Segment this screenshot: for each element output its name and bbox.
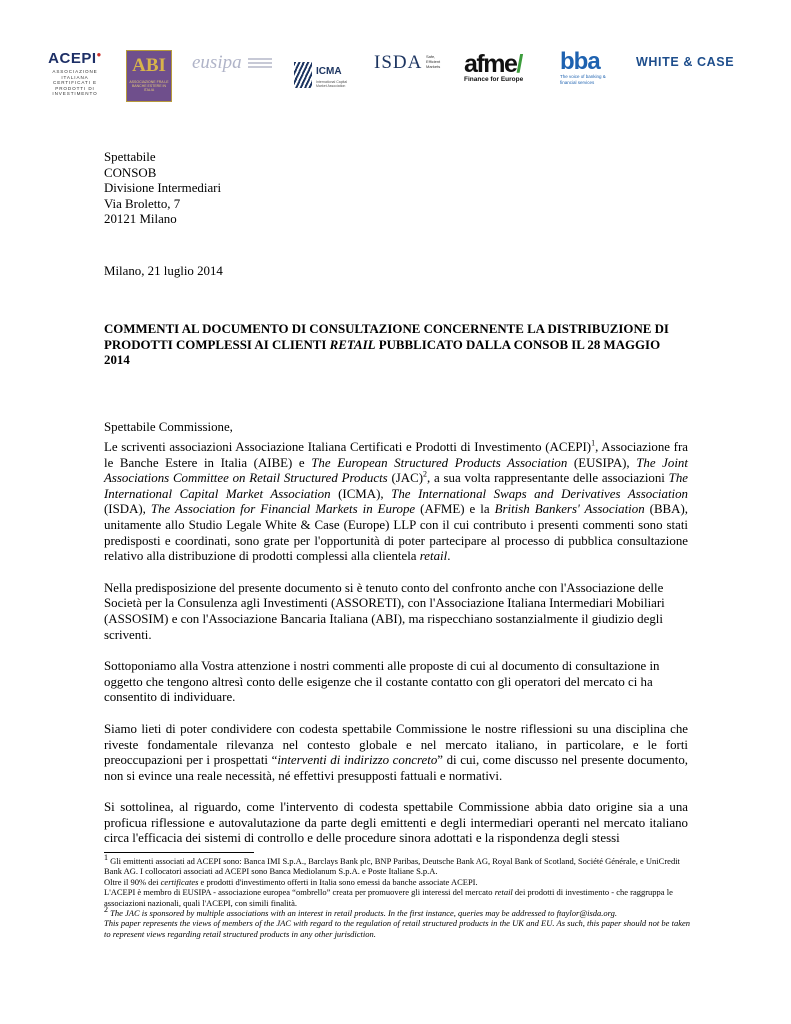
letter-date: Milano, 21 luglio 2014 — [104, 264, 223, 278]
isda-logo-name: ISDA — [374, 52, 423, 73]
footnotes — [104, 853, 690, 939]
footnote-2-cont: This paper represents the views of members of the JAC with regard to the regulation of retail structured products in the UK and EU. As such, this paper should not be taken to represent views regarding retail structured products in any other jurisdiction. — [104, 918, 690, 939]
bba-logo — [560, 50, 620, 85]
paragraph-5: Si sottolinea, al riguardo, come l'intervento di codesta spettabile Commissione abbia dato origine sia a una proficua riflessione e autovalutazione da parte degli emittenti e degli intermediari operanti nel mercato italiano circa l'efficacia dei sistemi di controllo e delle procedure sinora adottati e la rispondenza degli stessi — [104, 800, 688, 846]
icma-logo-sub: International Capital Market Association — [316, 80, 348, 88]
afme-logo-name: afme — [464, 50, 517, 78]
bba-logo-sub: The voice of banking & financial services — [560, 74, 606, 85]
isda-logo-sub: Safe, Efficient Markets — [426, 54, 441, 69]
acepi-logo-line: PRODOTTI DI — [55, 85, 95, 91]
acepi-logo-name: ACEPI — [48, 50, 97, 67]
bba-logo-name: bba — [560, 48, 600, 75]
footnote-2: $^2$ The JAC is sponsored by multiple associations with an interest in retail products. In the first instance, queries may be addressed to ftaylor@isda.org. — [104, 905, 618, 919]
abi-logo-sub: ASSOCIAZIONE FRA LE BANCHE ESTERE IN ITALIA — [129, 80, 169, 93]
logo-strip — [44, 44, 774, 114]
acepi-logo-line: INVESTIMENTO — [52, 91, 98, 97]
footnote-1-cont: L'ACEPI è membro di EUSIPA - associazione europea “ombrello” creata per promuovere gli interessi del mercato retail dei prodotti di investimento - che raggruppa le associazioni nazionali, quali l'ACEPI, con simili finalità. — [104, 887, 673, 908]
paragraph-4: Siamo lieti di poter condividere con codesta spettabile Commissione le nostre riflessioni su una disciplina che riveste fondamentale rilevanza nel contesto globale e nel mercato italiano, in particolare, e le forti preoccupazioni per i prospettati “interventi di indirizzo concreto” di cui, come discusso nel presente documento, non si evince una reale necessità, né effettivi presupposti fattuali e normativi. — [104, 721, 689, 783]
paragraph-1: Le scriventi associazioni Associazione Italiana Certificati e Prodotti di Investimento (ACEPI)$^1$, Associazione fra le Banche Estere in Italia (AIBE) e The European Structured Products Association (EUSIPA), The Joint Associations Committee on Retail Structured Products (JAC)$^2$, a sua volta rappresentante delle associazioni The International Capital Market Association (ICMA), The International Swaps and Derivatives Association (ISDA), The Association for Financial Markets in Europe (AFME) e la British Bankers' Association (BBA), unitamente allo Studio Legale White & Case (Europe) LLP con il cui contributo i presenti commenti sono stati predisposti e coordinati, sono grate per l'opportunità di poter partecipare al processo di pubblica consultazione relativo alla distribuzione di prodotti complessi alla clientela retail. — [104, 438, 689, 564]
subject-text: PUBBLICATO DALLA CONSOB IL 28 MAGGIO 2014 — [104, 337, 661, 368]
letter-body — [104, 440, 688, 863]
acepi-logo-line: ITALIANA — [61, 74, 89, 80]
footnote-ref: 2 — [423, 469, 427, 479]
white-case-logo — [636, 55, 734, 69]
icma-stripes-icon — [294, 62, 312, 88]
acepi-logo-line: ASSOCIAZIONE — [52, 69, 98, 74]
subject-text: COMMENTI AL DOCUMENTO DI CONSULTAZIONE CONCERNENTE LA DISTRIBUZIONE DI PRODOTTI COMPLESSI AI CLIENTI — [104, 322, 669, 352]
icma-logo-name: ICMA — [316, 66, 342, 77]
footnote-separator — [104, 852, 254, 853]
icma-logo — [294, 60, 354, 94]
paragraph-2: Nella predisposizione del presente documento si è tenuto conto del confronto anche con l'Associazione delle Società per la Consulenza agli Investimenti (ASSORETI), con l'Associazione Italiana Intermediari Mobiliari (ASSOSIM) e con l'Associazione Bancaria Italiana (ABI), ma rispecchiano sostanzialmente il giudizio degli scriventi. — [104, 580, 665, 642]
letter-subject — [104, 322, 688, 369]
salutation: Spettabile Commissione, — [104, 420, 233, 434]
footnote-1-cont: Oltre il 90% dei certificates e prodotti d'investimento offerti in Italia sono emessi da banche associate ACEPI. — [104, 876, 478, 887]
isda-logo — [374, 52, 450, 74]
acepi-logo-line: CERTIFICATI E — [53, 80, 97, 86]
white-case-logo-name: WHITE & CASE — [636, 55, 735, 69]
subject-italic: RETAIL — [329, 337, 376, 352]
address-line: Spettabile — [104, 150, 156, 164]
afme-logo-sub: Finance for Europe — [464, 76, 524, 83]
address-line: 20121 Milano — [104, 212, 177, 227]
afme-logo: afme/ Finance for Europe — [464, 52, 544, 83]
recipient-address — [104, 150, 688, 228]
address-line: CONSOB — [104, 165, 157, 180]
footnote-1: $^1$ Gli emittenti associati ad ACEPI sono: Banca IMI S.p.A., Barclays Bank plc, BNP Paribas, Deutsche Bank AG, Royal Bank of Scotland, Société Générale, e UniCredit Bank AG. I collocatori associati ad ACEPI sono Banca Mediolanum S.p.A. e Poste Italiane S.p.A. — [104, 853, 680, 877]
abi-logo — [126, 50, 172, 102]
acepi-logo: ACEPI● ASSOCIAZIONE ITALIANA CERTIFICATI E PRODOTTI DI INVESTIMENTO — [44, 50, 106, 97]
abi-logo-name: ABI — [132, 55, 166, 76]
address-line: Divisione Intermediari — [104, 181, 222, 196]
footnote-ref: 1 — [591, 438, 596, 448]
address-line: Via Broletto, 7 — [104, 196, 181, 211]
eusipa-logo — [192, 52, 274, 74]
eusipa-logo-name: eusipa — [192, 52, 242, 73]
paragraph-3: Sottoponiamo alla Vostra attenzione i nostri commenti alle proposte di cui al documento di consultazione in oggetto che tengono altresì conto delle esigenze che il costante contatto con gli operatori del mercato ci ha consentito di individuare. — [104, 659, 660, 705]
